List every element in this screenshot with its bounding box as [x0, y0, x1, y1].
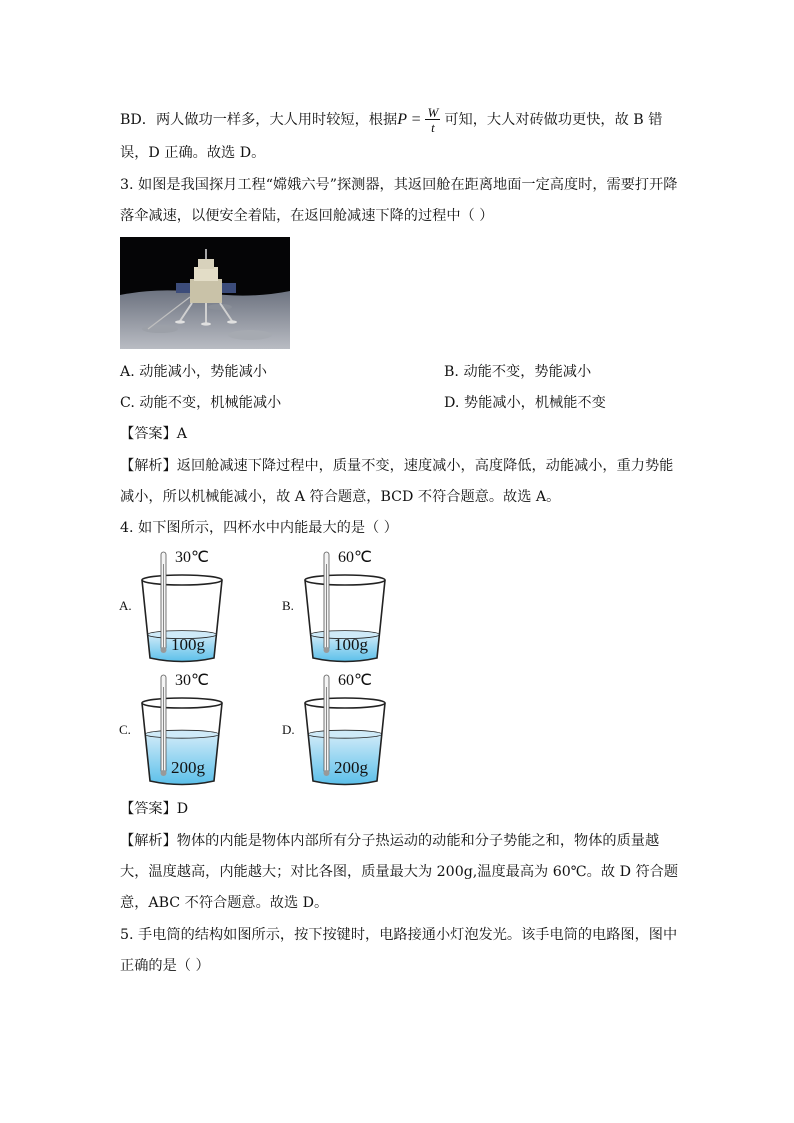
- water-surface: [308, 730, 382, 738]
- water-surface: [145, 730, 219, 738]
- q4-answer: 【答案】D: [120, 801, 189, 817]
- beaker-option-label: D.: [282, 722, 295, 737]
- temperature-label: 30℃: [175, 672, 209, 689]
- beaker-rim: [142, 698, 222, 708]
- q5-stem-line-1: 5. 手电筒的结构如图所示，按下按键时，电路接通小灯泡发光。该手电筒的电路图，图中: [120, 927, 678, 943]
- q3-option-d: D. 势能减小，机械能不变: [444, 395, 606, 411]
- q4-analysis-line-2: 大，温度越高，内能越大；对比各图，质量最大为 200g,温度最高为 60℃。故 D 符合题: [120, 864, 679, 880]
- beaker-option-label: B.: [282, 598, 294, 613]
- formula-lhs: P =: [397, 111, 422, 128]
- q2-text-b: 可知，大人对砖做功更快，故 B 错: [444, 112, 663, 128]
- temperature-label: 30℃: [175, 549, 209, 566]
- q2-text-a: BD．两人做功一样多，大人用时较短，根据: [120, 112, 398, 128]
- q3-option-c: C. 动能不变，机械能减小: [120, 395, 282, 411]
- q5-stem-line-2: 正确的是（ ）: [120, 958, 210, 974]
- mass-label: 200g: [171, 758, 205, 777]
- power-formula-fraction: [425, 106, 440, 134]
- q3-stem-line-2: 落伞减速，以便安全着陆，在返回舱减速下降的过程中（ ）: [120, 208, 494, 224]
- thermometer-bulb: [324, 770, 330, 776]
- q3-stem-line-1: 3. 如图是我国探月工程“嫦娥六号”探测器，其返回舱在距离地面一定高度时，需要打开降: [120, 177, 678, 193]
- formula-numerator: W: [427, 105, 439, 120]
- mass-label: 200g: [334, 758, 368, 777]
- q3-answer: 【答案】A: [120, 426, 187, 442]
- q4-analysis-line-3: 意，ABC 不符合题意。故选 D。: [120, 895, 329, 911]
- q3-analysis-line-1: 【解析】返回舱减速下降过程中，质量不变，速度减小，高度降低，动能减小，重力势能: [120, 458, 674, 474]
- mass-label: 100g: [171, 635, 205, 654]
- thermometer-bulb: [161, 770, 167, 776]
- formula-denominator: t: [431, 120, 435, 135]
- beaker-rim: [142, 575, 222, 585]
- beaker-rim: [305, 575, 385, 585]
- beaker-option-label: A.: [119, 598, 132, 613]
- q3-option-b: B. 动能不变，势能减小: [444, 364, 592, 380]
- q4-stem: 4. 如下图所示，四杯水中内能最大的是（ ）: [120, 520, 398, 536]
- change6-lander-photo: [120, 237, 290, 349]
- mass-label: 100g: [334, 635, 368, 654]
- q2-analysis-line-2: 误，D 正确。故选 D。: [120, 145, 266, 161]
- q3-analysis-line-2: 减小，所以机械能减小，故 A 符合题意，BCD 不符合题意。故选 A。: [120, 489, 561, 505]
- q3-option-a: A. 动能减小，势能减小: [120, 364, 267, 380]
- q4-analysis-line-1: 【解析】物体的内能是物体内部所有分子热运动的动能和分子势能之和，物体的质量越: [120, 833, 660, 849]
- thermometer-bulb: [324, 647, 330, 653]
- temperature-label: 60℃: [338, 672, 372, 689]
- thermometer-bulb: [161, 647, 167, 653]
- q2-analysis-line-1: [120, 106, 662, 134]
- beaker-option-label: C.: [119, 722, 131, 737]
- beaker-rim: [305, 698, 385, 708]
- temperature-label: 60℃: [338, 549, 372, 566]
